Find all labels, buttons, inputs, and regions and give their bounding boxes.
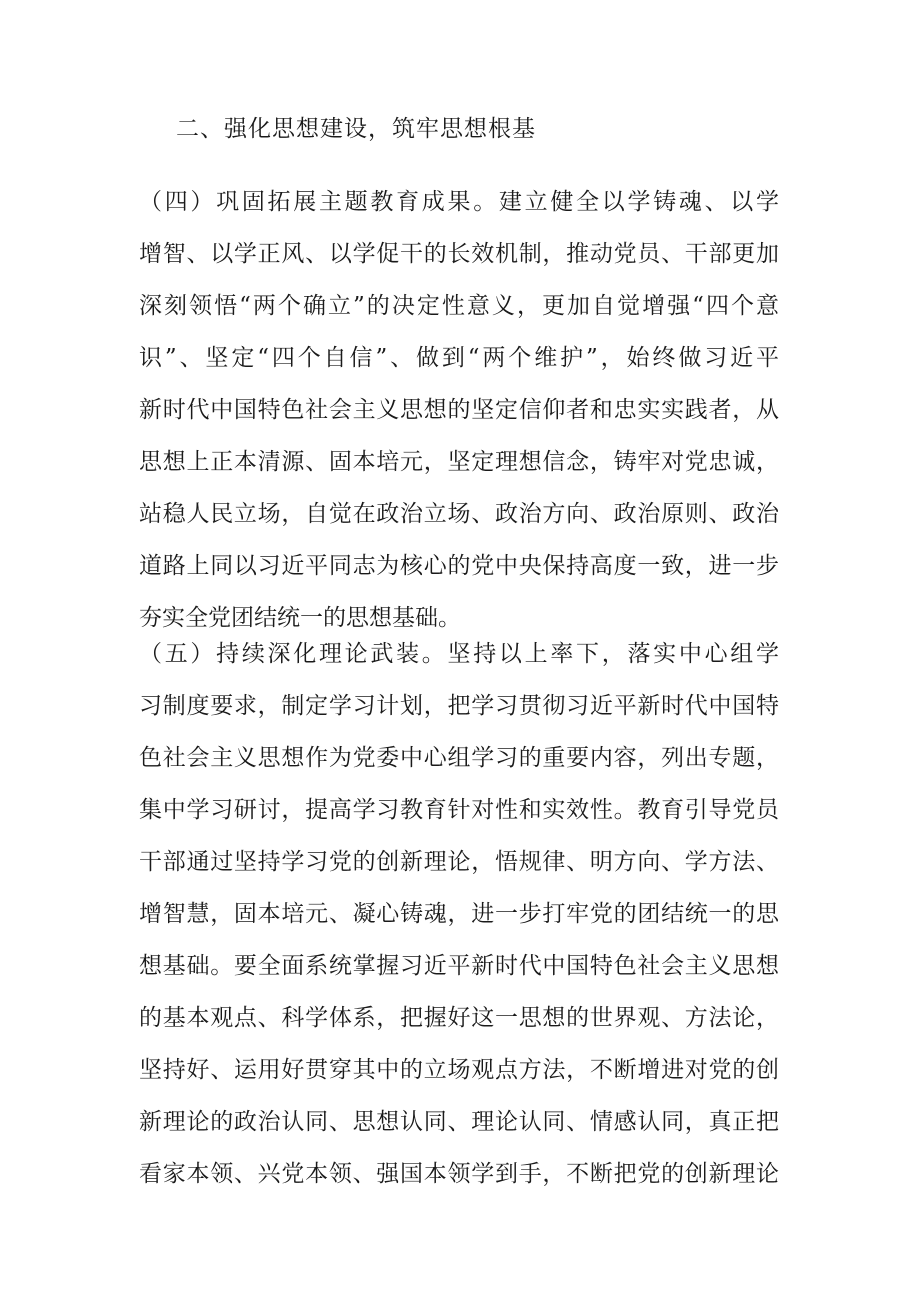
paragraph-line: 新时代中国特色社会主义思想的坚定信仰者和忠实实践者，从	[139, 397, 779, 423]
paragraph-5	[139, 628, 779, 1200]
paragraph-line: 增智慧，固本培元、凝心铸魂，进一步打牢党的团结统一的思	[139, 901, 779, 927]
paragraph-line: 识”、坚定“四个自信”、做到“两个维护”，始终做习近平	[139, 345, 779, 371]
paragraph-line: 深刻领悟“两个确立”的决定性意义，更加自觉增强“四个意	[139, 293, 779, 319]
paragraph-line: 站稳人民立场，自觉在政治立场、政治方向、政治原则、政治	[139, 501, 779, 527]
paragraph-line: 的基本观点、科学体系，把握好这一思想的世界观、方法论，	[139, 1005, 779, 1031]
paragraph-line: （四）巩固拓展主题教育成果。建立健全以学铸魂、以学	[139, 189, 779, 215]
paragraph-line: 坚持好、运用好贯穿其中的立场观点方法，不断增进对党的创	[139, 1057, 779, 1083]
paragraph-line: 新理论的政治认同、思想认同、理论认同、情感认同，真正把	[139, 1109, 779, 1135]
paragraph-line: 干部通过坚持学习党的创新理论，悟规律、明方向、学方法、	[139, 849, 779, 875]
paragraph-4	[139, 176, 779, 644]
paragraph-line: 集中学习研讨，提高学习教育针对性和实效性。教育引导党员	[139, 797, 779, 823]
paragraph-line: 增智、以学正风、以学促干的长效机制，推动党员、干部更加	[139, 241, 779, 267]
paragraph-line: 思想上正本清源、固本培元，坚定理想信念，铸牢对党忠诚，	[139, 449, 779, 475]
paragraph-line: 看家本领、兴党本领、强国本领学到手，不断把党的创新理论	[139, 1161, 779, 1187]
paragraph-line: 色社会主义思想作为党委中心组学习的重要内容，列出专题，	[139, 745, 779, 771]
paragraph-line: （五）持续深化理论武装。坚持以上率下，落实中心组学	[139, 641, 779, 667]
paragraph-line: 道路上同以习近平同志为核心的党中央保持高度一致，进一步	[139, 553, 779, 579]
paragraph-line: 夯实全党团结统一的思想基础。	[139, 605, 461, 631]
paragraph-line: 想基础。要全面系统掌握习近平新时代中国特色社会主义思想	[139, 953, 779, 979]
paragraph-line: 习制度要求，制定学习计划，把学习贯彻习近平新时代中国特	[139, 693, 779, 719]
section-heading: 二、强化思想建设，筑牢思想根基	[176, 116, 536, 142]
